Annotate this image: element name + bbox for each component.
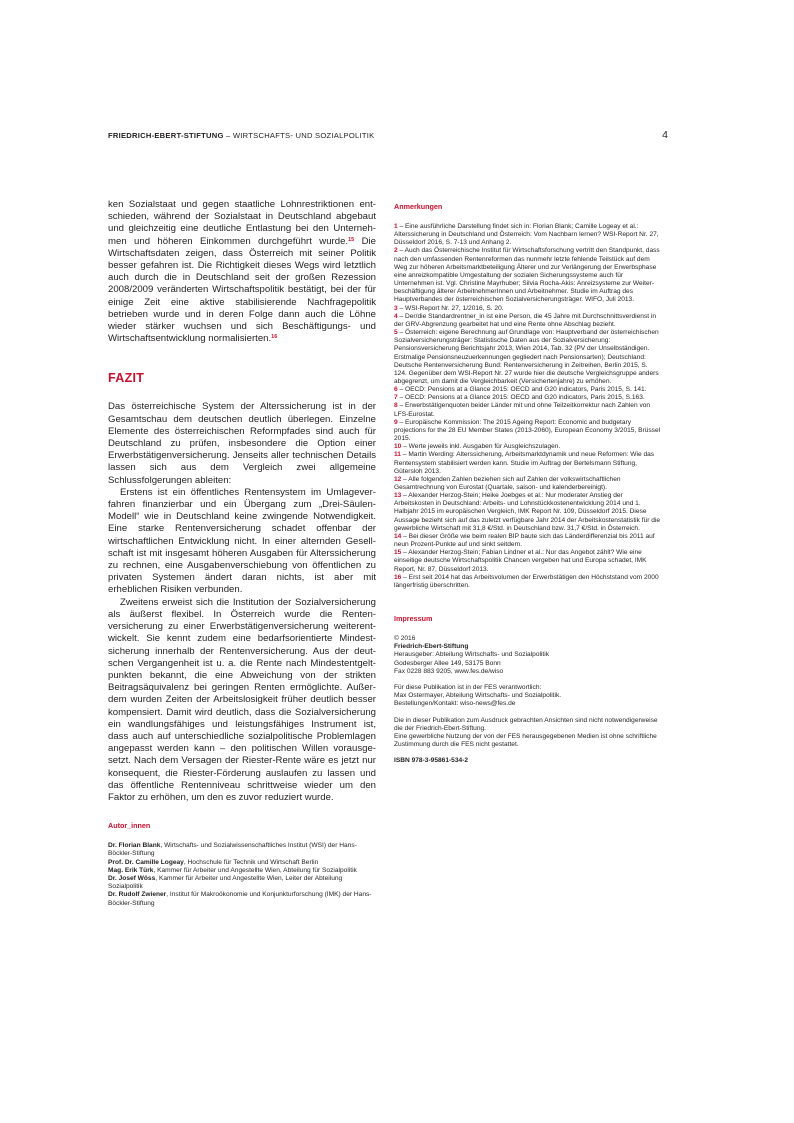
endnote-number: 1 <box>394 223 398 230</box>
author-entry <box>108 842 376 858</box>
endnote <box>394 492 662 533</box>
endnote-number: 13 <box>394 492 402 500</box>
endnote-number: 16 <box>394 573 402 581</box>
endnote-text: – Erst seit 2014 hat das Arbeitsvolumen der Erwerbstätigen den Höchststand vom 2000 längerfristig überschritten. <box>394 573 659 589</box>
endnote-text: – Bei dieser Größe wie beim realen BIP baute sich das Länderdifferenzial bis 2011 auf neun Prozent-Punkte auf und sinkt seitdem. <box>394 532 655 549</box>
endnote <box>394 574 662 590</box>
footnote-ref-16[interactable]: 16 <box>271 334 278 341</box>
page-number: 4 <box>662 129 668 141</box>
endnote-number: 4 <box>394 312 398 320</box>
endnote-number: 2 <box>394 247 398 255</box>
author-affiliation: , Kammer für Arbeiter und Angestellte Wien, Abteilung für Sozialpolitik <box>153 866 357 874</box>
endnote <box>394 247 662 304</box>
endnote-text: – Österreich: eigene Berechnung auf Grundlage von: Hauptverband der österreichischen Sozialversicherungsträger: Statistische Daten aus der Sozialversicherung: Pensionsversicherung Berichtsjahr 2013, Wien 2014, Tab. 32 (PV der Unselbständigen. Erstmalige Pensionsneuzuerkennungen gegliedert nach Pensionsarten); Deutschland: Deutsche Rentenversicherung Bund: Rentenversicherung in Zeitreihen, Berlin 2015, S. 124. Gegenüber dem WSI-Report Nr. 27 wurde hier die deutsche Vergleichsgruppe anders abgegrenzt, um damit die Vergleichbarkeit (Versichertenjahre) zu erhöhen. <box>394 329 659 385</box>
endnote-number: 14 <box>394 532 402 540</box>
endnote-text: – Martin Werding: Alterssicherung, Arbeitsmarktdynamik und neue Reformen: Wie das Rentensystem stabilisiert werden kann. Studie im Auftrag der Bertelsmann Stiftung, Gütersloh 2013. <box>394 451 655 475</box>
author-affiliation: , Institut für Makroökonomie und Konjunkturforschung (IMK) der Hans-Böckler-Stiftung <box>108 891 372 907</box>
endnote-text: – Alexander Herzog-Stein; Fabian Lindner et al.: Nur das Angebot zählt? Wie eine einseitige deutsche Wirtschaftspolitik Chancen vergeben hat und Europa schadet, IMK Report, Nr. 87, Düsseldorf 2013. <box>394 549 647 573</box>
header-brand: FRIEDRICH-EBERT-STIFTUNG <box>108 131 224 140</box>
fazit-paragraph-3: Zweitens erweist sich die Institution der Sozialversicherung als äußerst flexibel. In Österreich wurde die Rentenversicherung zu einer Erwerbstätigenversicherung weiterentwickelt. Sie kennt zudem eine bedarfsorientierte Mindestsicherung innerhalb der Rentenversicherung. Aus der deutschen Vergangenheit ist u. a. die Rente nach Mindestentgeltpunkten bekannt, die eine Abweichung von der strikten Beitragsäquivalenz bei geringen Renten ermöglichte. Außerdem wurden Zeiten der Arbeitslosigkeit früher deutlich besser kompensiert. Damit wird deutlich, dass die Sozialversicherung ein wandlungsfähiges und leistungsfähiges Instrument ist, dass auch auf unterschiedliche sozialpolitische Problemlagen angepasst werden kann – den politischen Willen vorausgesetzt. Nach dem Versagen der Riester-Rente wäre es jetzt nur konsequent, die Riester-Förderung auslaufen zu lassen und das öffentliche Rentenniveau schrittweise wieder um den Faktor zu erhöhen, um den es zuvor reduziert wurde. <box>108 596 376 803</box>
impressum-editor: Herausgeber: Abteilung Wirtschafts- und Sozialpolitik <box>394 651 550 659</box>
endnote-number: 7 <box>394 394 398 402</box>
endnote <box>394 533 662 549</box>
intro-paragraph <box>108 199 376 345</box>
intro-text-a: ken Sozialstaat und gegen staatliche Lohnrestriktionen entschieden, während der Sozialstaat in Deutschland abgebaut und gleichzeitig eine deutliche Entlastung bei den Unternehmen und höheren Einkommen durchgeführt wurde. <box>108 199 376 247</box>
impressum-publisher: Friedrich-Ebert-Stiftung <box>394 643 469 651</box>
footnote-ref-15[interactable]: 15 <box>348 236 355 243</box>
endnote-number: 8 <box>394 402 398 410</box>
endnote-text: – Alexander Herzog-Stein; Heike Joebges et al.: Nur moderater Anstieg der Arbeitskosten in Deutschland: Arbeits- und Lohnstückkostenentwicklung 2014 und 1. Halbjahr 2015 im europäischen Vergleich, IMK Report Nr. 109, Düsseldorf 2015. Diese Aussage bezieht sich auf das zuletzt verfügbare Jahr 2014 der Arbeitskostenstatistik für die gewerbliche Wirtschaft mit 31,8 €/Std. in Deutschland bzw. 31,7 €/Std. in Österreich. <box>394 492 661 532</box>
notes-list <box>394 223 662 590</box>
impressum-responsible-2: Max Ostermayer, Abteilung Wirtschafts- und Sozialpolitik. <box>394 692 562 700</box>
left-column <box>108 199 376 908</box>
impressum-heading: Impressum <box>394 614 433 624</box>
endnote-number: 5 <box>394 329 398 337</box>
endnote <box>394 419 662 443</box>
author-name: Dr. Josef Wöss <box>108 874 156 882</box>
endnote-number: 11 <box>394 451 401 459</box>
endnote-text: – Werte jeweils inkl. Ausgaben für Ausgleichszulagen. <box>401 443 561 451</box>
author-affiliation: , Kammer für Arbeiter und Angestellte Wien, Leiter der Abteilung Sozialpolitik <box>108 874 343 891</box>
author-affiliation: , Wirtschafts- und Sozialwissenschaftliches Institut (WSI) der Hans-Böckler-Stiftung <box>108 842 357 858</box>
endnote <box>394 451 662 475</box>
header-separator: – <box>223 131 233 140</box>
impressum-disclaimer-1: Die in dieser Publikation zum Ausdruck gebrachten Ansichten sind nicht notwendigerweise die der Friedrich-Ebert-Stiftung. <box>394 716 658 732</box>
endnote <box>394 443 662 451</box>
endnote <box>394 223 662 247</box>
endnote <box>394 394 662 402</box>
endnote <box>394 476 662 492</box>
impressum-address: Godesberger Allee 149, 53175 Bonn <box>394 659 501 667</box>
impressum-isbn: ISBN 978-3-95861-534-2 <box>394 757 469 765</box>
endnote <box>394 329 662 386</box>
fazit-paragraph-1: Das österreichische System der Alterssicherung ist in der Gesamtschau dem deutschen deutlich überlegen. Einzelne Elemente des österreichischen Reformpfades sind auch für Deutschland zu prüfen, insbesondere die Option einer Erwerbstätigenversicherung. Jenseits aller technischen Details lassen sich aus dem Vergleich zwei allgemeine Schlussfolgerungen ableiten: <box>108 401 376 486</box>
fazit-paragraph-2: Erstens ist ein öffentliches Rentensystem im Umlageverfahren finanzierbar und ein Übergang zum „Drei-Säulen-Modell“ wie in Deutschland keine zwingende Notwendigkeit. Eine starke Rentenversicherung schadet offenbar der wirtschaftlichen Entwicklung nicht. In einer alternden Gesellschaft ist mit insgesamt höheren Ausgaben für Alterssicherung zu rechnen, eine Ausgabenverschiebung von öffentlichen zu privaten Systemen ändert daran nichts, ist aber mit erheblichen Risiken verbunden. <box>108 486 376 596</box>
header-section: WIRTSCHAFTS- UND SOZIALPOLITIK <box>232 131 375 140</box>
endnote <box>394 313 662 329</box>
endnote <box>394 305 662 313</box>
author-name: Prof. Dr. Camille Logeay <box>108 858 184 866</box>
endnote-text: – Erwerbstätigenquoten beider Länder mit und ohne Teilzeitkorrektur nach Zahlen von LFS-Eurostat. <box>394 402 651 418</box>
endnote-number: 10 <box>394 443 402 451</box>
author-entry <box>108 859 376 867</box>
right-column <box>394 202 662 766</box>
author-entry <box>108 891 376 907</box>
impressum-copyright: © 2016 <box>394 635 416 643</box>
running-header <box>108 131 668 140</box>
endnote-text: – Eine ausführliche Darstellung findet sich in: Florian Blank; Camille Logeay et al.: Alterssicherung in Deutschland und Österreich: Vom Nachbarn lernen? WSI-Report Nr. 27, Düsseldorf 2016, S. 7-13 und Anhang 2. <box>394 223 659 247</box>
endnote-text: – Auch das Österreichische Institut für Wirtschaftsforschung vertritt den Standpunkt, dass nach den umfassenden Rentenreformen das nunmehr letzte fehlende Teilstück auf dem Weg zur höheren Arbeitsmarktbeteiligung Älterer und zur Verlängerung der Erwerbsphase eine anreizkompatible Umgestaltung der sozialen Sicherungssysteme auch für Unternehmen ist. Vgl. Christine Mayrhuber; Silvia Rocha-Akis: Anreizsysteme zur Weiterbeschäftigung älterer ArbeitnehmerInnen und Arbeitnehmer. Studie im Auftrag des Hauptverbandes der österreichischen Sozialversicherungsträger. WIFO, Juli 2013. <box>394 247 660 304</box>
notes-heading: Anmerkungen <box>394 202 443 211</box>
author-entry <box>108 867 376 875</box>
endnote-text: – Europäische Kommission: The 2015 Ageing Report: Economic and budgetary projections for the 28 EU Member States (2013-2060), European Economy 3/2015, Brüssel 2015. <box>394 418 661 443</box>
authors-block <box>108 821 376 908</box>
endnote-number: 9 <box>394 418 398 426</box>
authors-heading: Autor_innen <box>108 821 151 831</box>
endnote-number: 15 <box>394 549 402 557</box>
impressum-contact: Fax 0228 883 9205, www.fes.de/wiso <box>394 667 504 675</box>
fazit-heading: FAZIT <box>108 371 145 386</box>
author-name: Dr. Rudolf Zwiener <box>108 891 167 899</box>
endnote-text: – OECD: Pensions at a Glance 2015: OECD and G20 indicators, Paris 2015, S. 141. <box>397 386 647 394</box>
author-entry <box>108 875 376 891</box>
endnote-number: 12 <box>394 475 402 483</box>
endnote-number: 3 <box>394 304 398 312</box>
impressum-disclaimer-2: Eine gewerbliche Nutzung der von der FES herausgegebenen Medien ist ohne schriftliche Zustimmung durch die FES nicht gestattet. <box>394 733 657 749</box>
impressum-responsible-1: Für diese Publikation ist in der FES verantwortlich: <box>394 684 542 692</box>
endnote-text: – Der/die Standardrentner_in ist eine Person, die 45 Jahre mit Durchschnittsverdienst in der GRV-Abgrenzung gearbeitet hat und eine Rente ohne Abschlag bezieht. <box>394 312 657 328</box>
endnote-text: – Alle folgenden Zahlen beziehen sich auf Zahlen der volkswirtschaftlichen Gesamtrechnung von Eurostat (Quartale, saison- und kalenderbereinigt). <box>394 475 621 491</box>
endnote <box>394 402 662 418</box>
endnote-text: – OECD: Pensions at a Glance 2015: OECD and G20 indicators, Paris 2015, S.163. <box>397 394 645 402</box>
endnote <box>394 549 662 573</box>
endnote-text: – WSI-Report Nr. 27, 1/2016, S. 20. <box>397 304 504 312</box>
author-affiliation: , Hochschule für Technik und Wirtschaft Berlin <box>183 858 319 866</box>
endnote <box>394 386 662 394</box>
intro-text-b: Die Wirtschaftsdaten zeigen, dass Österreich mit seiner Politik besser gefahren ist. Die Richtigkeit dieses Wegs wird letztlich auch durch die in Deutschland seit der großen Rezession 2008/2009 veränderten Wirtschaftspolitik bestätigt, bei der für einige Zeit eine aktive stabilisierende Nachfragepolitik betrieben wurde und in deren Folge dann auch die Löhne wieder stärker wuchsen und sich Beschäftigungs- und Wirtschaftsentwicklung normalisierten. <box>108 235 376 345</box>
author-name: Dr. Florian Blank <box>108 842 161 850</box>
authors-list <box>108 842 376 908</box>
endnote-number: 6 <box>394 386 398 394</box>
author-name: Mag. Erik Türk <box>108 866 154 874</box>
impressum-block <box>394 635 662 766</box>
impressum-orders: Bestellungen/Kontakt: wiso-news@fes.de <box>394 700 516 708</box>
